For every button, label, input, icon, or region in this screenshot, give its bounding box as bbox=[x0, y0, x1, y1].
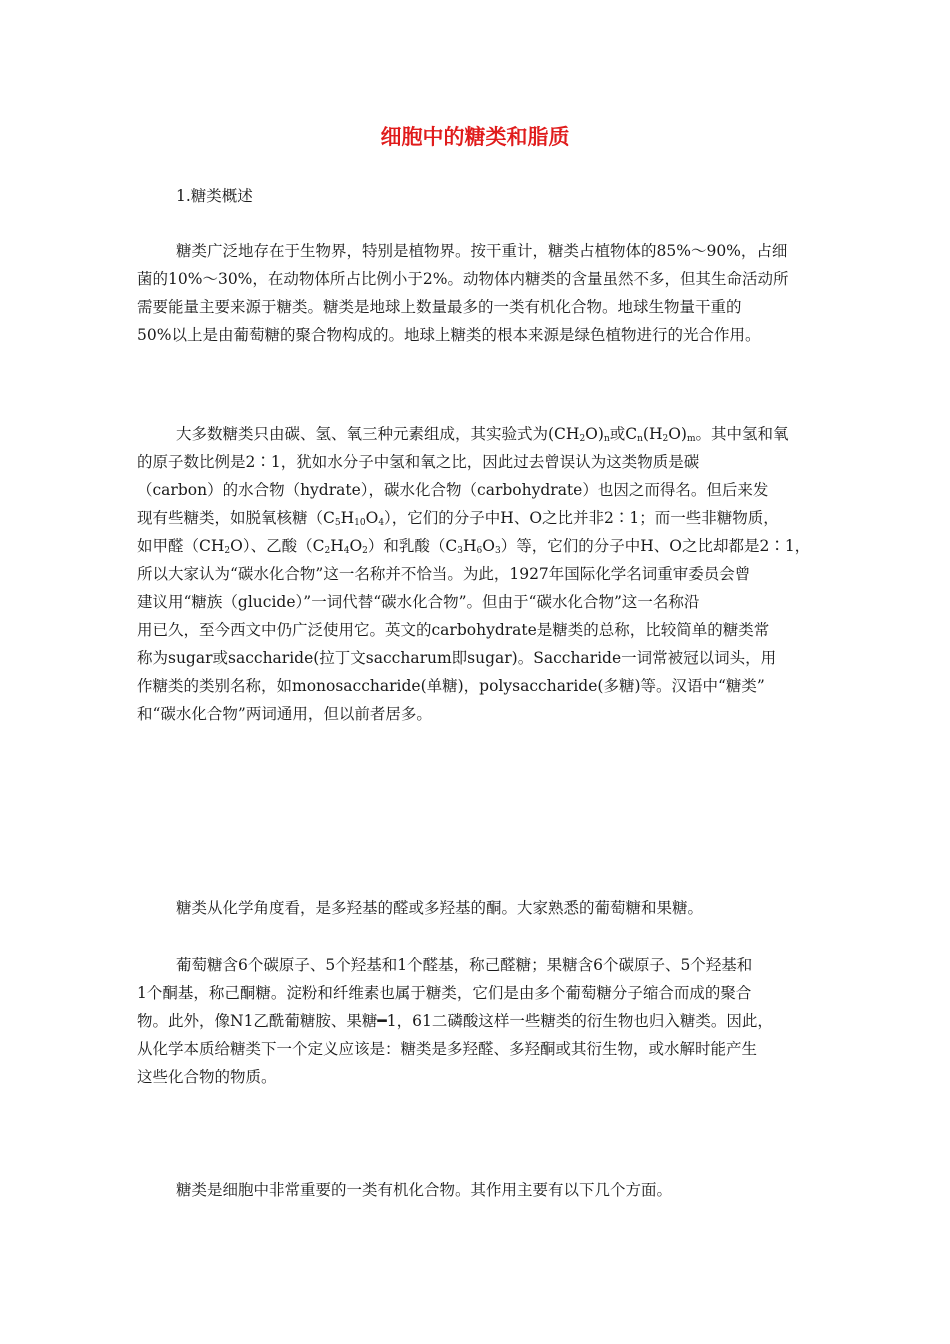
paragraph-line: 这些化合物的物质。 bbox=[137, 1068, 277, 1086]
paragraph-4 bbox=[137, 951, 815, 1091]
paragraph-line: 葡萄糖含6个碳原子、5个羟基和1个醛基，称己醛糖；果糖含6个碳原子、5个羟基和 bbox=[176, 956, 753, 974]
paragraph-line: 的原子数比例是2∶1，犹如水分子中氢和氧之比，因此过去曾误认为这类物质是碳 bbox=[137, 453, 700, 471]
paragraph-line: 作糖类的类别名称，如monosaccharide(单糖)，polysaccharide(多糖)等。汉语中“糖类” bbox=[137, 677, 765, 695]
paragraph-line: 糖类是细胞中非常重要的一类有机化合物。其作用主要有以下几个方面。 bbox=[176, 1181, 673, 1199]
section-heading: 1.糖类概述 bbox=[176, 187, 253, 205]
paragraph-line: 糖类广泛地存在于生物界，特别是植物界。按干重计，糖类占植物体的85%～90%，占细 bbox=[176, 242, 788, 260]
paragraph-line: 需要能量主要来源于糖类。糖类是地球上数量最多的一类有机化合物。地球生物量干重的 bbox=[137, 298, 742, 316]
paragraph-2 bbox=[137, 420, 815, 728]
paragraph-line: 所以大家认为“碳水化合物”这一名称并不恰当。为此，1927年国际化学名词重审委员会曾 bbox=[137, 565, 751, 583]
paragraph-line: （carbon）的水合物（hydrate），碳水化合物（carbohydrate）也因之而得名。但后来发 bbox=[137, 481, 769, 499]
paragraph-line: 和“碳水化合物”两词通用，但以前者居多。 bbox=[137, 705, 432, 723]
paragraph-line: 称为sugar或saccharide(拉丁文saccharum即sugar)。Saccharide一词常被冠以词头，用 bbox=[137, 649, 777, 667]
paragraph-5 bbox=[137, 1176, 815, 1204]
paragraph-line: 1个酮基，称己酮糖。淀粉和纤维素也属于糖类，它们是由多个葡萄糖分子缩合而成的聚合 bbox=[137, 984, 752, 1002]
paragraph-line: 用已久，至今西文中仍广泛使用它。英文的carbohydrate是糖类的总称，比较简单的糖类常 bbox=[137, 621, 770, 639]
paragraph-line: 物。此外，像N1乙酰葡糖胺、果糖━1，61二磷酸这样一些糖类的衍生物也归入糖类。因此， bbox=[137, 1012, 773, 1030]
paragraph-line: 建议用“糖族（glucide）”一词代替“碳水化合物”。但由于“碳水化合物”这一名称沿 bbox=[137, 593, 700, 611]
paragraph-line: 大多数糖类只由碳、氢、氧三种元素组成，其实验式为$(CH_2O)_n$或$C_n(H_2O)_m$。其中氢和氧 bbox=[176, 425, 789, 444]
paragraph-3 bbox=[137, 894, 815, 922]
paragraph-line: 如甲醛$(CH_2O)$、乙酸$(C_2H_4O_2)$和乳酸$(C_3H_6O_3)$等，它们的分子中H、O之比却都是2∶1， bbox=[137, 537, 811, 556]
paragraph-line: 糖类从化学角度看，是多羟基的醛或多羟基的酮。大家熟悉的葡萄糖和果糖。 bbox=[176, 899, 704, 917]
paragraph-line: 50%以上是由葡萄糖的聚合物构成的。地球上糖类的根本来源是绿色植物进行的光合作用。 bbox=[137, 326, 761, 344]
document-title: 细胞中的糖类和脂质 bbox=[380, 124, 570, 149]
paragraph-line: 现有些糖类，如脱氧核糖$(C_5H_{10}O_4)$，它们的分子中H、O之比并非2∶1；而一些非糖物质， bbox=[137, 509, 779, 528]
paragraph-line: 从化学本质给糖类下一个定义应该是：糖类是多羟醛、多羟酮或其衍生物，或水解时能产生 bbox=[137, 1040, 758, 1058]
paragraph-line: 菌的10%～30%，在动物体所占比例小于2%。动物体内糖类的含量虽然不多，但其生命活动所 bbox=[137, 270, 789, 288]
paragraph-1 bbox=[137, 237, 815, 349]
